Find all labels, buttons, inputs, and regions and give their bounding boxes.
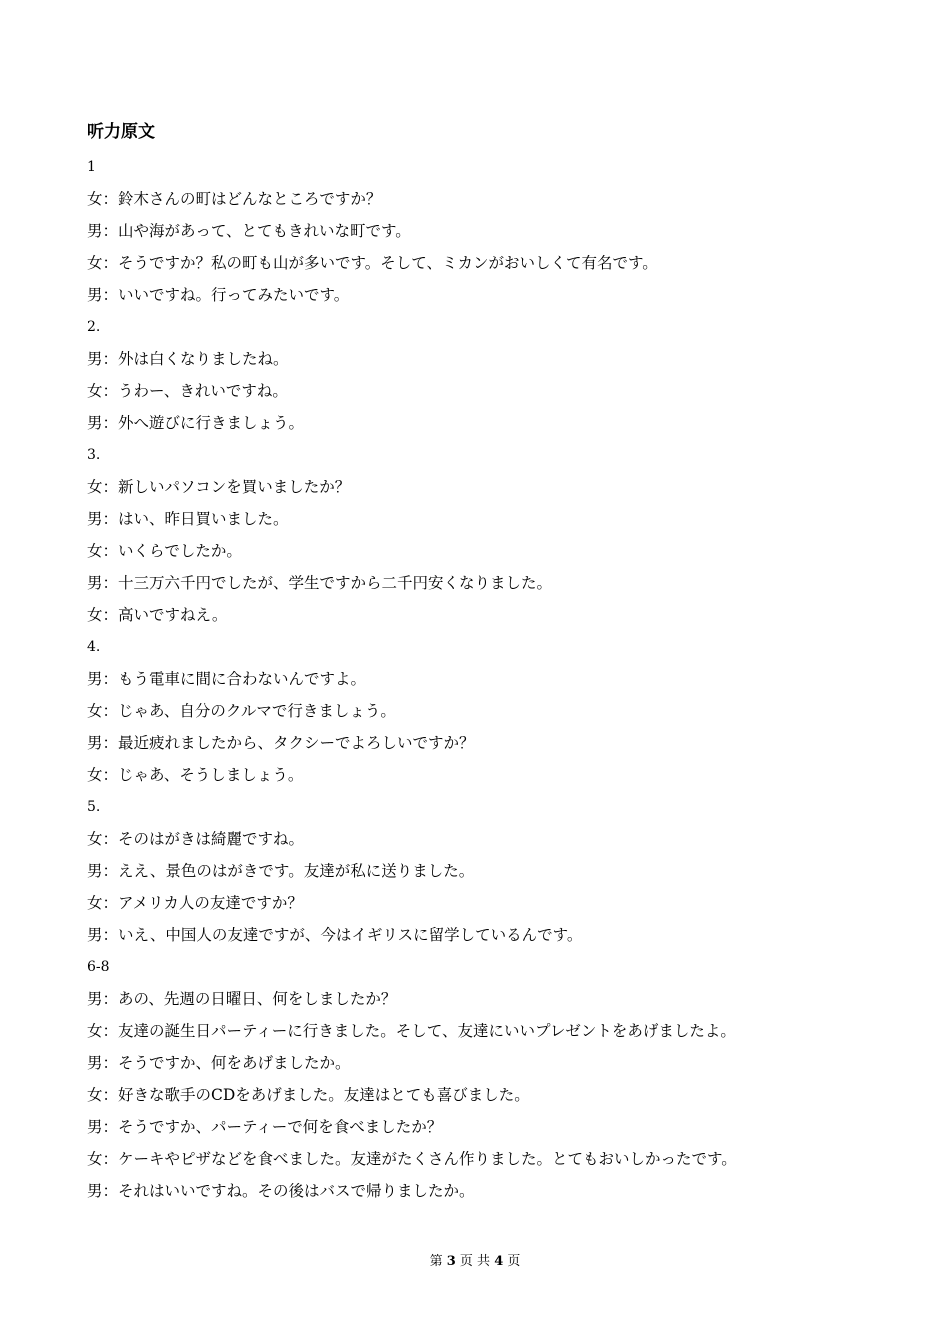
dialogue-line: 男：いいですね。行ってみたいです。	[87, 286, 350, 304]
footer-suffix: 页	[507, 1254, 521, 1269]
dialogue-line: 女：鈴木さんの町はどんなところですか？	[87, 190, 382, 208]
dialogue-line: 女：そうですか？私の町も山が多いです。そして、ミカンがおいしくて有名です。	[87, 254, 658, 272]
dialogue-line: 女：高いですねえ。	[87, 606, 228, 624]
dialogue-line: 男：外は白くなりましたね。	[87, 350, 289, 368]
dialogue-line: 男：いえ、中国人の友達ですが、今はイギリスに留学しているんです。	[87, 926, 583, 944]
dialogue-line: 女：ケーキやピザなどを食べました。友達がたくさん作りました。とてもおいしかったです。	[87, 1150, 737, 1168]
dialogue-line: 男：はい、昨日買いました。	[87, 510, 289, 528]
dialogue-line: 男：もう電車に間に合わないんですよ。	[87, 670, 367, 688]
dialogue-line: 女：友達の誕生日パーティーに行きました。そして、友達にいいプレゼントをあげましたよ。	[87, 1022, 736, 1040]
page-title: 听力原文	[87, 122, 155, 142]
page-footer	[0, 1252, 950, 1272]
section-number: 6-8	[87, 959, 110, 975]
dialogue-line: 女：じゃあ、そうしましょう。	[87, 766, 304, 784]
dialogue-line: 男：十三万六千円でしたが、学生ですから二千円安くなりました。	[87, 574, 553, 592]
current-page-number: 3	[446, 1254, 456, 1269]
section-number: 3.	[87, 447, 101, 463]
dialogue-line: 女：じゃあ、自分のクルマで行きましょう。	[87, 702, 396, 720]
dialogue-line: 女：そのはがきは綺麗ですね。	[87, 830, 305, 848]
transcript-list	[87, 153, 927, 1209]
dialogue-line: 女：いくらでしたか。	[87, 542, 242, 560]
dialogue-line: 男：ええ、景色のはがきです。友達が私に送りました。	[87, 862, 475, 880]
dialogue-line: 男：そうですか、パーティーで何を食べましたか？	[87, 1118, 443, 1136]
dialogue-line: 女：アメリカ人の友達ですか？	[87, 894, 303, 912]
dialogue-line: 男：山や海があって、とてもきれいな町です。	[87, 222, 411, 240]
dialogue-line: 男：あの、先週の日曜日、何をしましたか？	[87, 990, 397, 1008]
dialogue-line: 男：外へ遊びに行きましょう。	[87, 414, 305, 432]
section-number: 5.	[87, 799, 101, 815]
footer-prefix: 第	[429, 1254, 443, 1269]
section-number: 4.	[87, 639, 101, 655]
dialogue-line: 男：そうですか、何をあげましたか。	[87, 1054, 351, 1072]
dialogue-line: 男：それはいいですね。その後はバスで帰りましたか。	[87, 1182, 475, 1200]
dialogue-line: 女：うわー、きれいですね。	[87, 382, 288, 400]
section-number: 1	[87, 159, 96, 175]
dialogue-line: 女：好きな歌手のCDをあげました。友達はとても喜びました。	[87, 1086, 530, 1104]
footer-middle: 页 共	[459, 1254, 491, 1269]
section-number: 2.	[87, 319, 101, 335]
dialogue-line: 女：新しいパソコンを買いましたか？	[87, 478, 351, 496]
total-pages-number: 4	[494, 1254, 504, 1269]
dialogue-line: 男：最近疲れましたから、タクシーでよろしいですか？	[87, 734, 475, 752]
